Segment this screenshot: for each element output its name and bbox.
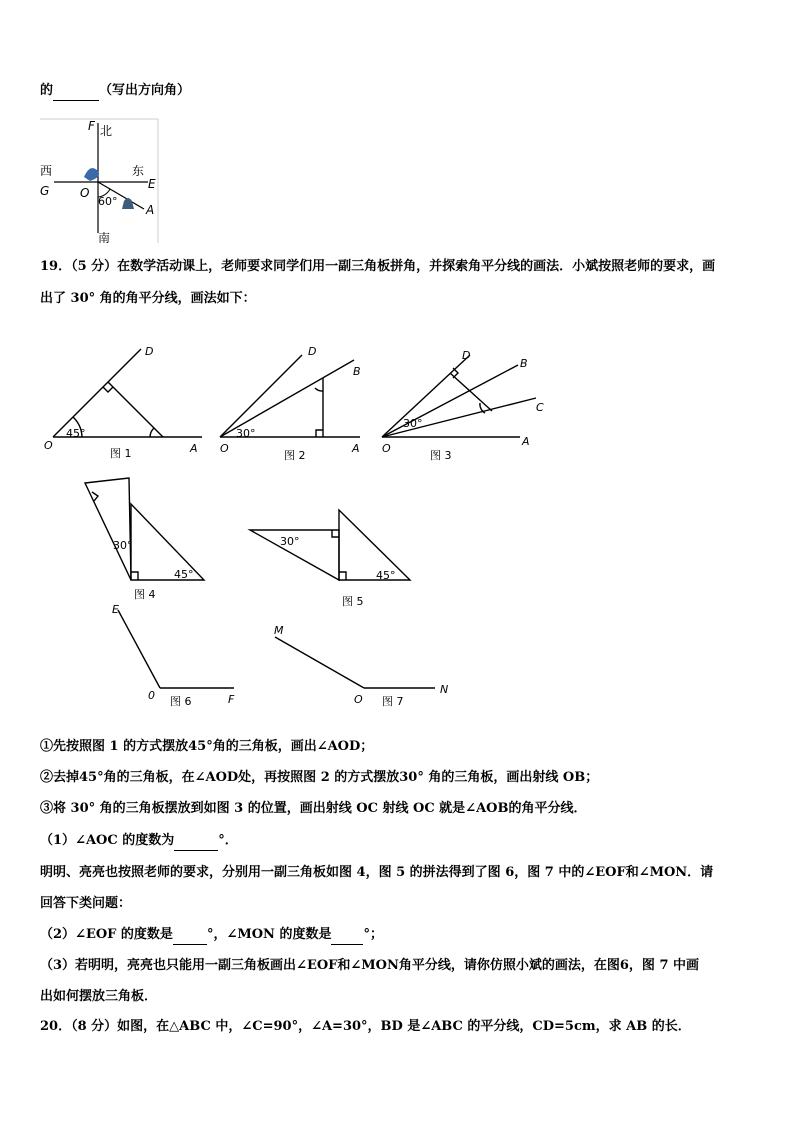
fig4-label-30: 30° (113, 539, 133, 552)
fig5-right-angle-mark-1 (332, 530, 339, 537)
fig6-label-O: 0 (148, 689, 155, 702)
q2-part1: （2）∠EOF 的度数是 (40, 927, 173, 942)
fig1-label-O: O (44, 439, 53, 452)
compass-figure (36, 115, 162, 245)
q19-line2: 出了 30° 角的角平分线，画法如下： (40, 291, 256, 306)
fig1-label-angle: 45° (66, 427, 86, 440)
q2-part3: °； (363, 927, 383, 942)
fig2-caption: 图 2 (284, 449, 306, 462)
q1-prefix: （1）∠AOC 的度数为 (40, 833, 175, 848)
step-2: ②去掉45°角的三角板，在∠AOD处，再按照图 2 的方式摆放30° 角的三角板，画出射线 OB； (40, 770, 599, 785)
question-1 (40, 832, 238, 851)
fig7-label-M: M (274, 624, 284, 637)
q1-suffix: °． (218, 833, 238, 848)
fig2-ray-OD (220, 355, 302, 437)
fig4-label-45: 45° (174, 568, 194, 581)
fig3-right-angle-mark (453, 368, 458, 378)
fig1-ray-OD (53, 349, 141, 437)
label-north: 北 (100, 124, 113, 138)
fig7-label-N: N (440, 683, 449, 696)
label-F: F (88, 119, 95, 133)
prefix-text: 的 (40, 83, 54, 98)
fig1-label-D: D (145, 345, 154, 358)
fig6-label-E: E (112, 603, 119, 616)
figure-1 (44, 345, 202, 460)
fig5-caption: 图 5 (342, 595, 364, 608)
fig1-right-angle-mark (103, 387, 113, 392)
figures-1-7 (30, 335, 590, 720)
fig6-label-F: F (228, 693, 235, 706)
fig4-right-angle-mark-2 (131, 572, 138, 580)
q2-answer-blank-2 (331, 926, 363, 945)
q2-part2: °，∠MON 的度数是 (206, 927, 332, 942)
fig5-right-angle-mark-2 (339, 572, 346, 580)
question-2 (40, 926, 383, 945)
question-20: 20．（8 分）如图，在△ABC 中，∠C=90°，∠A=30°，BD 是∠ABC 的平分线，CD=5cm，求 AB 的长． (40, 1019, 691, 1034)
fig1-arc-right (150, 428, 154, 437)
figure-2 (220, 345, 361, 462)
figure-5 (250, 510, 410, 608)
q19-line1: 19．（5 分）在数学活动课上，老师要求同学们用一副三角板拼角，并探索角平分线的画法．小斌按照老师的要求，画 (40, 259, 716, 274)
fig1-label-A: A (190, 442, 198, 455)
fig2-label-angle: 30° (236, 427, 256, 440)
figure-7 (274, 624, 448, 708)
fig3-label-C: C (536, 401, 544, 414)
label-east: 东 (132, 164, 145, 178)
label-west: 西 (40, 164, 53, 178)
label-G: G (40, 184, 50, 198)
answer-blank (53, 82, 99, 101)
label-O: O (80, 186, 90, 200)
fig5-label-45: 45° (376, 569, 396, 582)
fig2-right-angle-mark (316, 430, 323, 437)
fig1-caption: 图 1 (110, 447, 132, 460)
fig7-label-O: O (354, 693, 363, 706)
q2-answer-blank-1 (173, 926, 207, 945)
fig2-label-D: D (308, 345, 317, 358)
label-A: A (146, 203, 155, 217)
answer-line-direction (40, 82, 190, 101)
q1-answer-blank (174, 832, 218, 851)
bird-icon (84, 168, 99, 181)
suffix-text: （写出方向角） (99, 83, 191, 98)
step-3: ③将 30° 角的三角板摆放到如图 3 的位置，画出射线 OC 射线 OC 就是∠AOB的角平分线． (40, 801, 587, 816)
para-line1: 明明、亮亮也按照老师的要求，分别用一副三角板如图 4，图 5 的拼法得到了图 6，图 7 中的∠EOF和∠MON．请 (40, 865, 714, 880)
fig3-label-B: B (520, 357, 528, 370)
fig3-ray-OD (382, 355, 470, 437)
figure-4 (85, 478, 204, 601)
fig5-triangle-45 (339, 510, 410, 580)
fig5-label-30: 30° (280, 535, 300, 548)
fig3-label-angle: 30° (403, 417, 423, 430)
label-angle-60: 60° (98, 195, 118, 208)
fig3-triangle-side (450, 373, 492, 411)
fig3-label-D: D (462, 349, 471, 362)
figure-6 (112, 603, 235, 708)
para-line2: 回答下类问题： (40, 896, 132, 911)
figure-3 (382, 349, 544, 462)
fig3-label-O: O (382, 442, 391, 455)
fig7-caption: 图 7 (382, 695, 404, 708)
question-3-line1: （3）若明明，亮亮也只能用一副三角板画出∠EOF和∠MON角平分线，请你仿照小斌的画法，在图6，图 7 中画 (40, 958, 700, 973)
fig3-label-A: A (522, 435, 530, 448)
fig7-ray-OM (275, 637, 364, 688)
question-3-line2: 出如何摆放三角板． (40, 989, 158, 1004)
fig2-label-B: B (353, 365, 361, 378)
label-E: E (148, 177, 156, 191)
fig2-label-O: O (220, 442, 229, 455)
fig6-ray-OE (118, 610, 160, 688)
label-south: 南 (98, 231, 111, 245)
fig2-arc-top (315, 388, 323, 391)
fig1-triangle-side (108, 382, 163, 437)
boat-icon (122, 198, 134, 209)
fig4-caption: 图 4 (134, 588, 156, 601)
fig4-triangle-30 (85, 478, 131, 580)
fig2-ray-OB (220, 360, 354, 437)
fig6-caption: 图 6 (170, 695, 192, 708)
step-1: ①先按照图 1 的方式摆放45°角的三角板，画出∠AOD； (40, 739, 374, 754)
fig3-caption: 图 3 (430, 449, 452, 462)
fig2-label-A: A (352, 442, 360, 455)
